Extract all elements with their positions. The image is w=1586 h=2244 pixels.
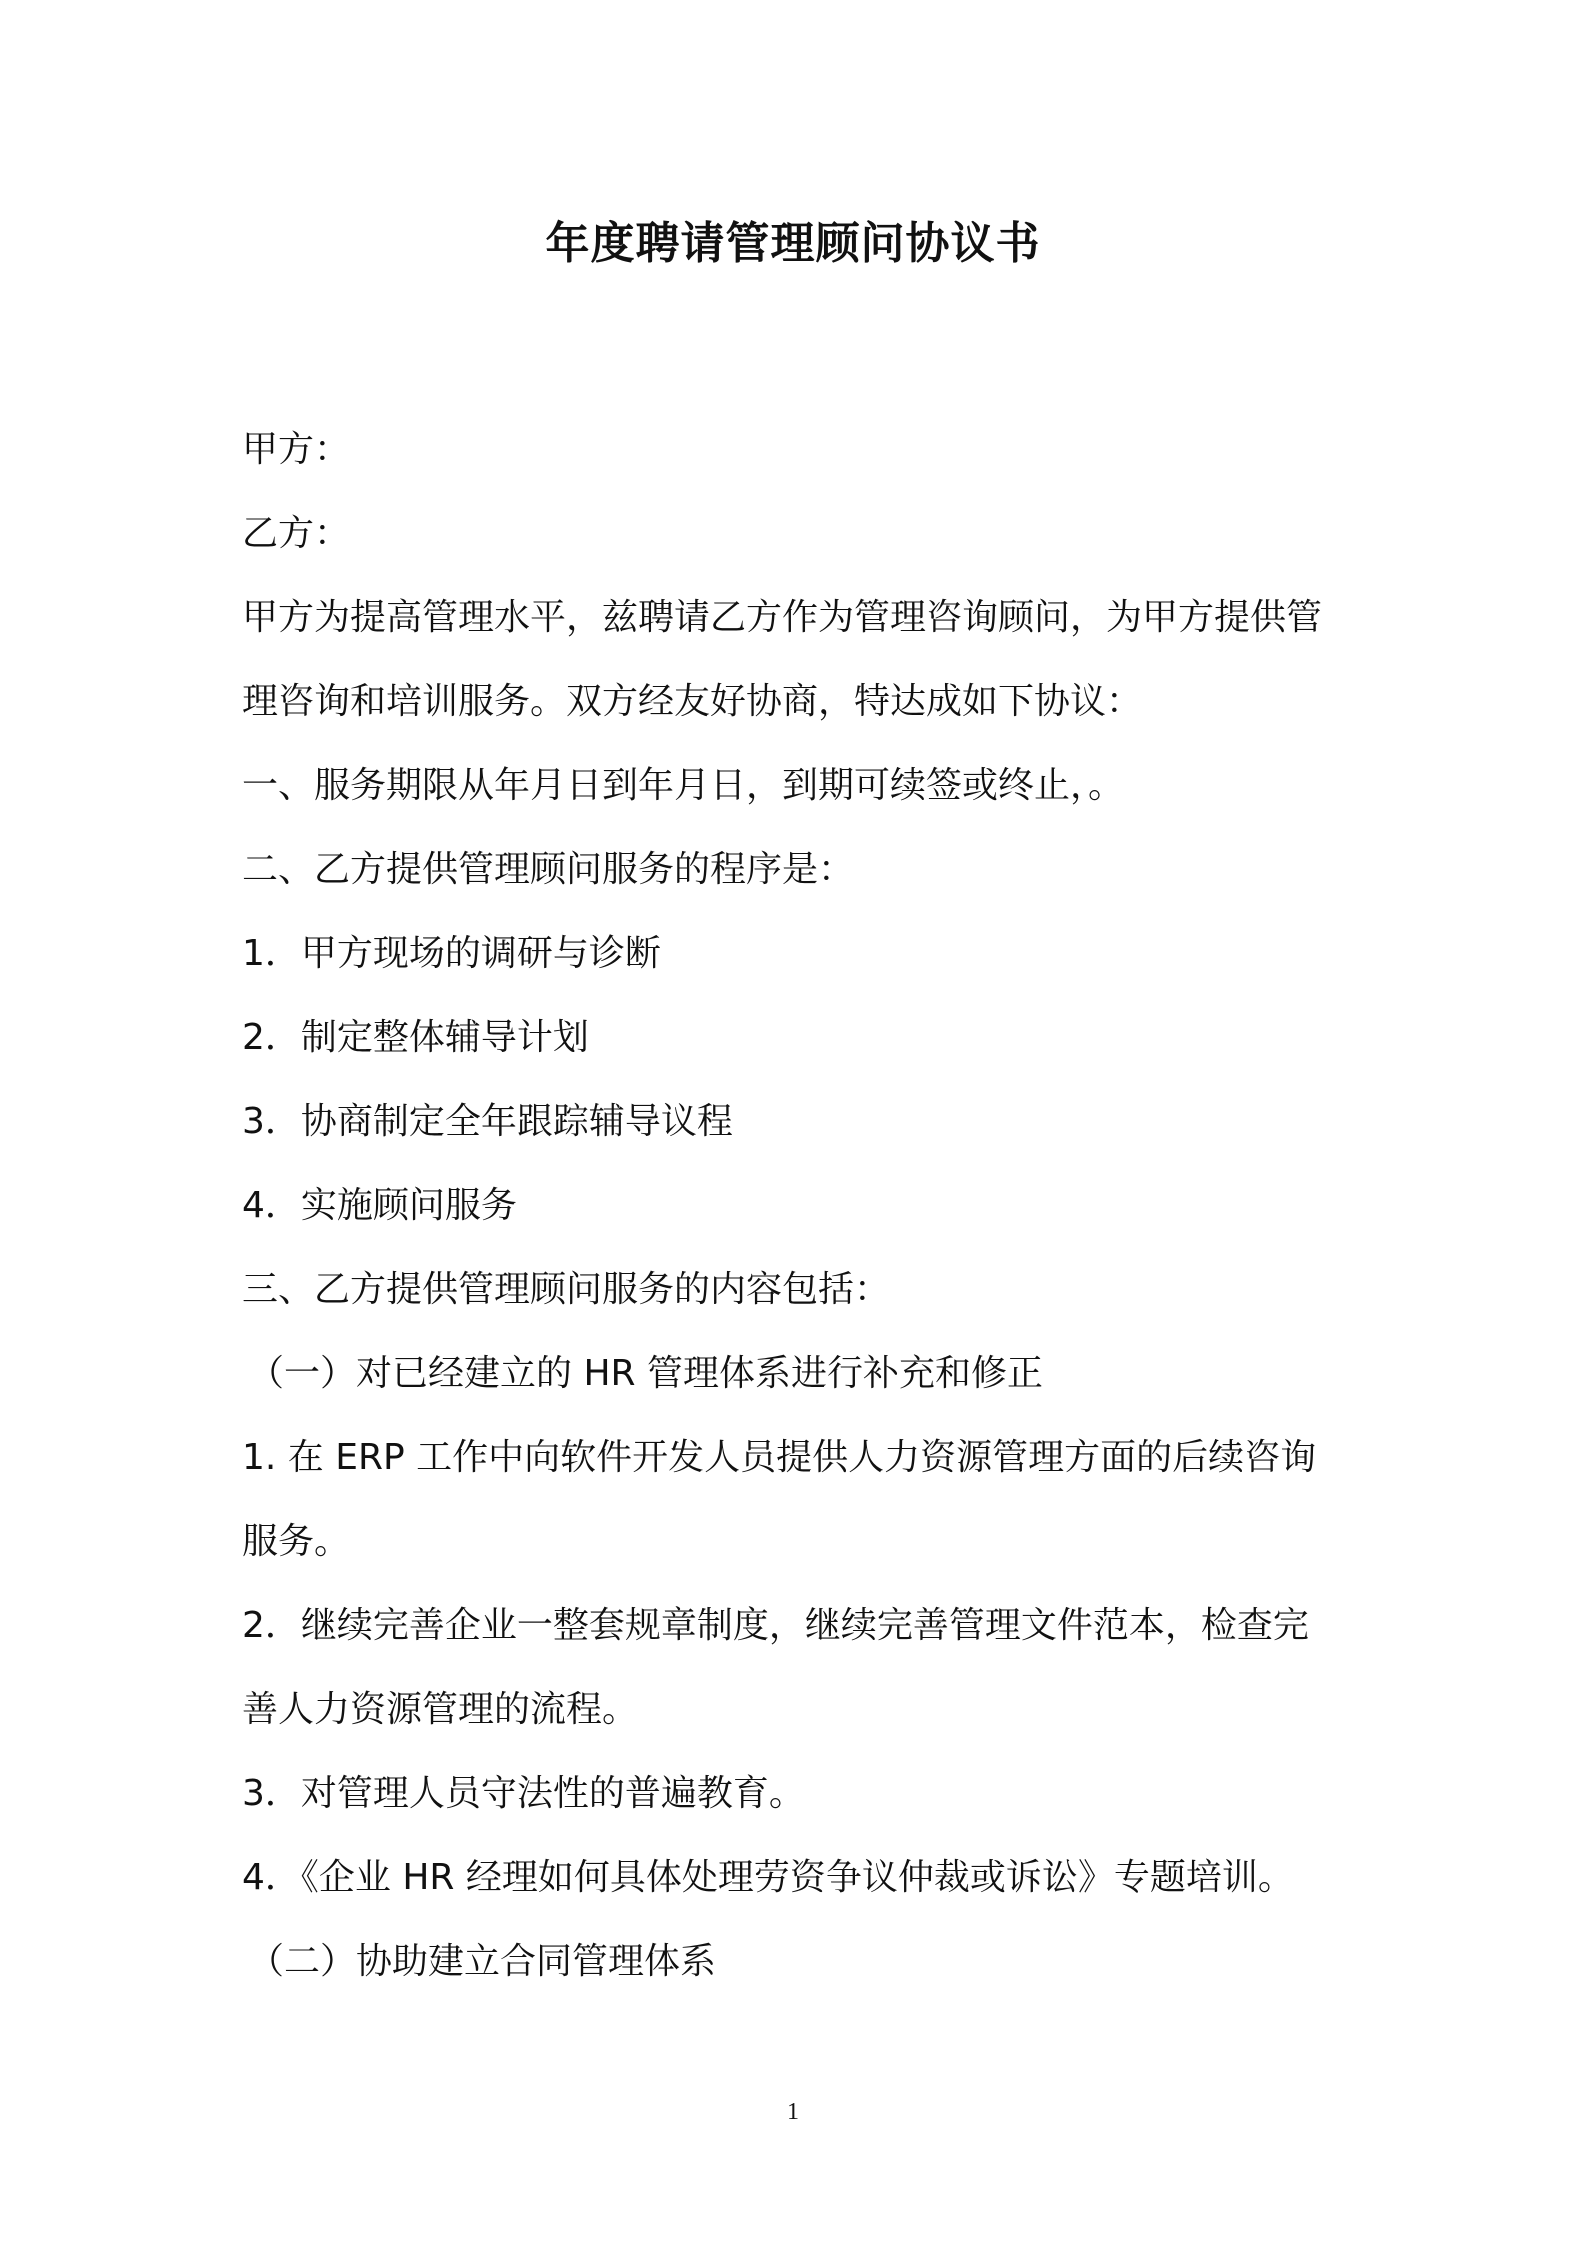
section-1-heading: 一、服务期限从年月日到年月日，到期可续签或终止，。 <box>242 765 1125 806</box>
procedure-item-2: 2．制定整体辅导计划 <box>242 1017 589 1058</box>
section-3-heading: 三、乙方提供管理顾问服务的内容包括： <box>242 1269 891 1310</box>
subsection-2-heading: （二）协助建立合同管理体系 <box>248 1941 717 1982</box>
content-item-4: 4．《企业 HR 经理如何具体处理劳资争议仲裁或诉讼》专题培训。 <box>242 1857 1294 1898</box>
content-item-1-line-2: 服务。 <box>242 1521 351 1562</box>
page-number: 1 <box>787 2099 799 2125</box>
content-item-1-line-1: 1. 在 ERP 工作中向软件开发人员提供人力资源管理方面的后续咨询 <box>242 1437 1317 1478</box>
content-item-2-line-1: 2．继续完善企业一整套规章制度，继续完善管理文件范本，检查完 <box>242 1605 1309 1646</box>
procedure-item-1: 1．甲方现场的调研与诊断 <box>242 933 661 974</box>
procedure-item-3: 3．协商制定全年跟踪辅导议程 <box>242 1101 733 1142</box>
document-title: 年度聘请管理顾问协议书 <box>545 218 1041 269</box>
intro-paragraph-line-1: 甲方为提高管理水平，兹聘请乙方作为管理咨询顾问，为甲方提供管 <box>242 597 1323 638</box>
document-body <box>242 408 1362 2004</box>
content-item-3: 3．对管理人员守法性的普遍教育。 <box>242 1773 805 1814</box>
subsection-1-heading: （一）对已经建立的 HR 管理体系进行补充和修正 <box>248 1353 1043 1394</box>
procedure-item-4: 4．实施顾问服务 <box>242 1185 517 1226</box>
section-2-heading: 二、乙方提供管理顾问服务的程序是： <box>242 849 855 890</box>
party-a-line: 甲方： <box>242 429 351 470</box>
party-b-line: 乙方： <box>242 513 351 554</box>
intro-paragraph-line-2: 理咨询和培训服务。双方经友好协商，特达成如下协议： <box>242 681 1143 722</box>
content-item-2-line-2: 善人力资源管理的流程。 <box>242 1689 639 1730</box>
